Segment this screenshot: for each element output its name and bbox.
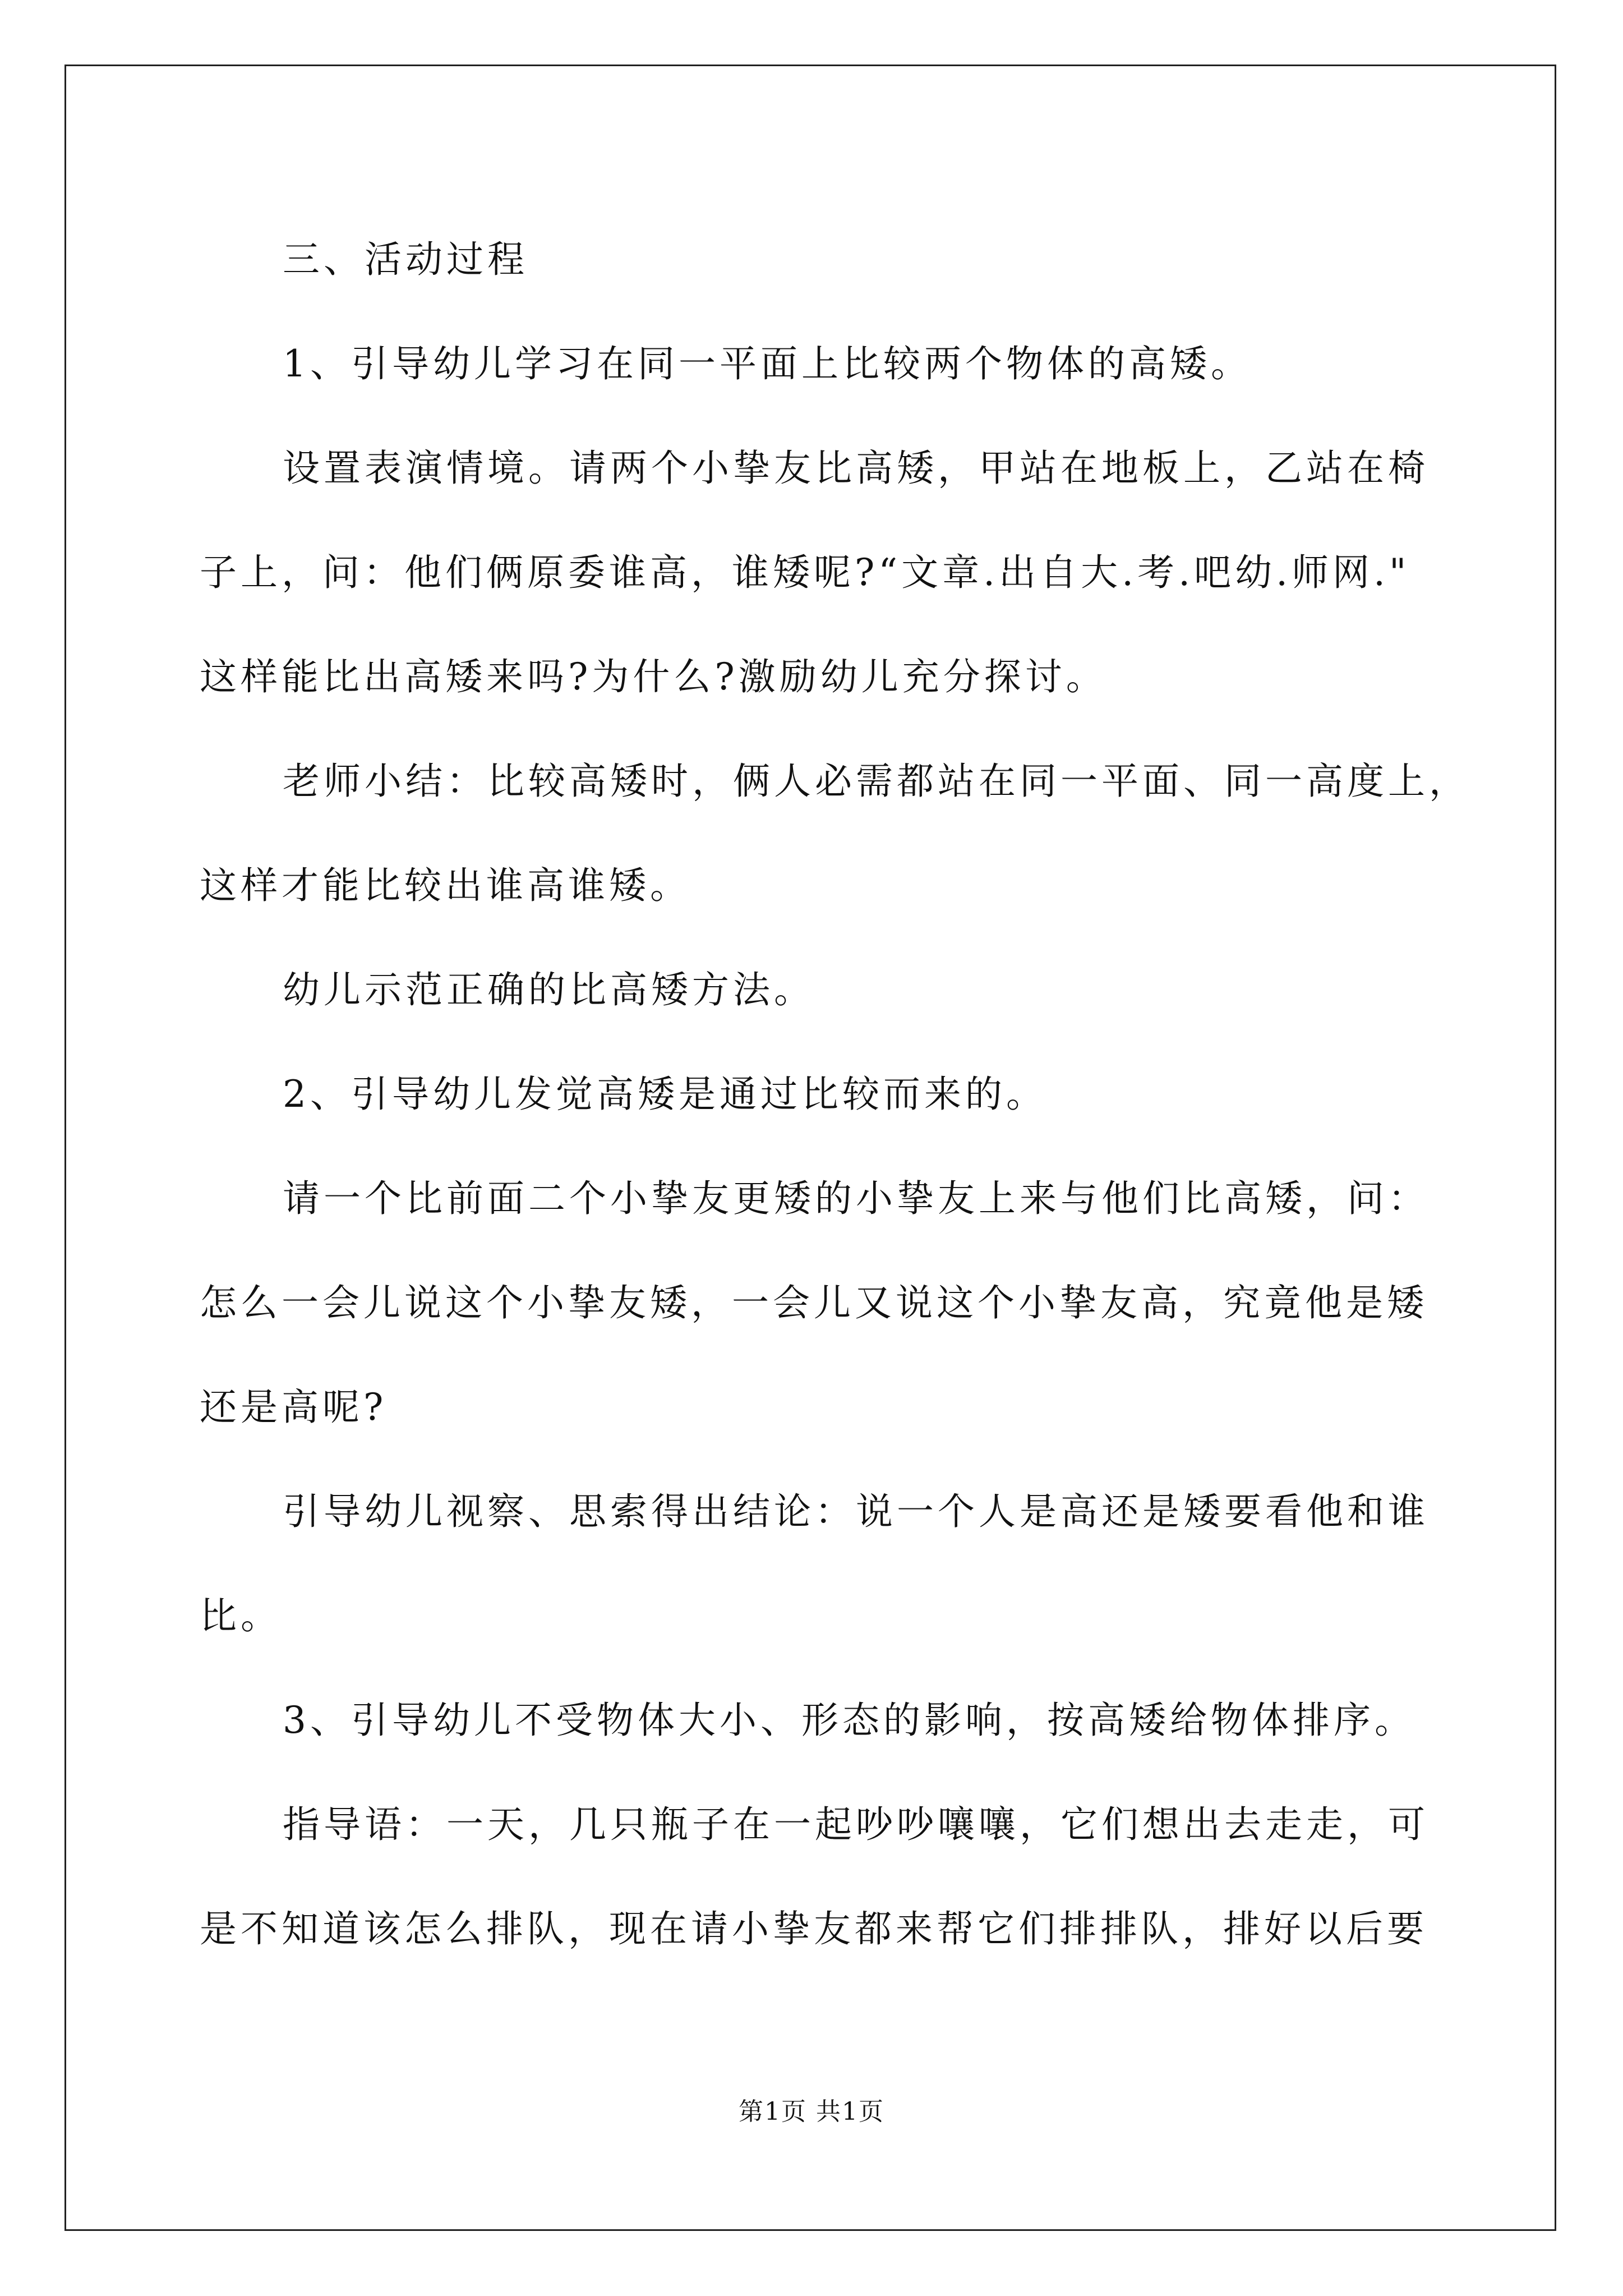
text-line: 这样才能比较出谁高谁矮。 [200, 864, 691, 907]
text-line: 指导语：一天，几只瓶子在一起吵吵嚷嚷，它们想出去走走，可 [283, 1803, 1429, 1846]
text-line: 怎么一会儿说这个小挚友矮，一会儿又说这个小挚友高，究竟他是矮 [200, 1281, 1428, 1324]
text-line: 1、引导幼儿学习在同一平面上比较两个物体的高矮。 [283, 342, 1252, 385]
page-footer: 第1页 共1页 [739, 2097, 884, 2126]
text-line: 幼儿示范正确的比高矮方法。 [283, 968, 815, 1011]
text-line: 是不知道该怎么排队，现在请小挚友都来帮它们排排队，排好以后要 [200, 1907, 1428, 1950]
document-body [200, 208, 1478, 1981]
text-line: 请一个比前面二个小挚友更矮的小挚友上来与他们比高矮，问： [283, 1177, 1429, 1220]
text-line: 老师小结：比较高矮时，俩人必需都站在同一平面、同一高度上， [283, 760, 1470, 803]
text-line: 3、引导幼儿不受物体大小、形态的影响，按高矮给物体排序。 [283, 1699, 1415, 1742]
text-line: 子上，问：他们俩原委谁高，谁矮呢?“文章.出自大.考.吧幼.师网." [200, 551, 1410, 594]
text-line: 引导幼儿视察、思索得出结论：说一个人是高还是矮要看他和谁 [283, 1490, 1429, 1533]
text-line: 比。 [200, 1594, 282, 1637]
text-line: 设置表演情境。请两个小挚友比高矮，甲站在地板上，乙站在椅 [283, 447, 1429, 490]
text-line: 2、引导幼儿发觉高矮是通过比较而来的。 [283, 1073, 1047, 1116]
section-heading: 三、活动过程 [283, 238, 528, 281]
text-line: 这样能比出高矮来吗?为什么?激励幼儿充分探讨。 [200, 655, 1107, 698]
text-line: 还是高呢? [200, 1386, 388, 1429]
